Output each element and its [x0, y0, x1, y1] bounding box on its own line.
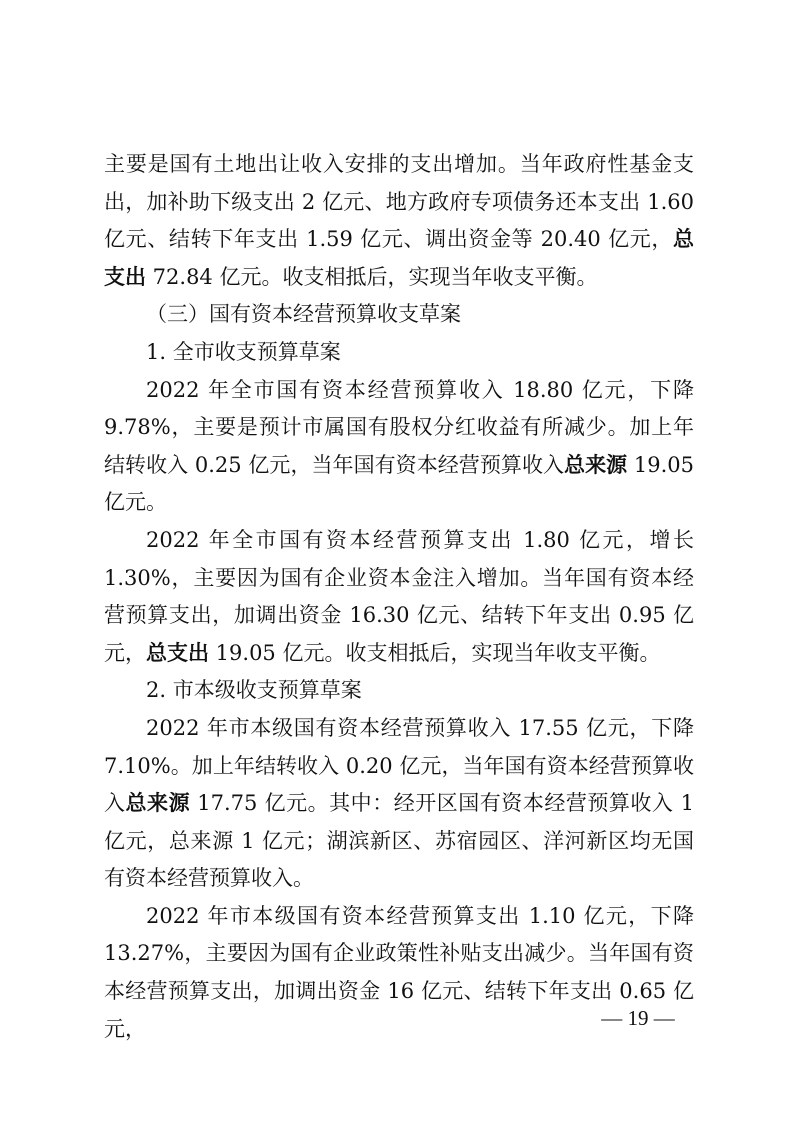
section-heading-state-capital-budget — [104, 296, 694, 334]
paragraph-citywide-revenue — [104, 372, 694, 522]
bold-term-total-source: 总来源 — [564, 452, 628, 477]
text-run: 主要是国有土地出让收入安排的支出增加。当年政府性基金支出，加补助下级支出 2 亿元、地方政府专项债务还本支出 1.60 亿元、结转下年支出 1.59 亿元、调出资金等 20.40 亿元， — [104, 152, 694, 252]
paragraph-municipal-revenue — [104, 710, 694, 898]
text-run: 72.84 亿元。收支相抵后，实现当年收支平衡。 — [146, 264, 598, 289]
bold-term-total-expenditure: 总支出 — [146, 640, 209, 665]
paragraph-general-fund-expenditure — [104, 146, 694, 296]
heading-text: 2. 市本级收支预算草案 — [146, 678, 362, 703]
paragraph-citywide-expenditure — [104, 522, 694, 672]
text-run: 2022 年全市国有资本经营预算支出 1.80 亿元，增长 1.30%，主要因为国有企业资本金注入增加。当年国有资本经营预算支出，加调出资金 16.30 亿元、结转下年支出 0.95 亿元， — [104, 527, 694, 665]
bold-term-total-expenditure: 总支出 — [104, 227, 694, 289]
text-run: 19.05 亿元。收支相抵后，实现当年收支平衡。 — [209, 640, 661, 665]
page-number: — 19 — — [601, 1006, 675, 1030]
heading-text: 1. 全市收支预算草案 — [146, 339, 341, 364]
document-body — [104, 146, 694, 1048]
text-run: 2022 年全市国有资本经营预算收入 18.80 亿元，下降 9.78%，主要是预计市属国有股权分红收益有所减少。加上年结转收入 0.25 亿元，当年国有资本经营预算收入 — [104, 377, 694, 477]
heading-text: （三）国有资本经营预算收支草案 — [146, 302, 461, 327]
text-run: 2022 年市本级国有资本经营预算收入 17.55 亿元，下降 7.10%。加上年结转收入 0.20 亿元，当年国有资本经营预算收入 — [104, 715, 694, 816]
subheading-citywide-budget — [104, 334, 694, 372]
bold-term-total-source: 总来源 — [125, 791, 191, 816]
text-run: 19.05 亿元。 — [104, 452, 695, 515]
subheading-municipal-budget — [104, 672, 694, 710]
text-run: 2022 年市本级国有资本经营预算支出 1.10 亿元，下降 13.27%，主要因为国有企业政策性补贴支出减少。当年国有资本经营预算支出，加调出资金 16 亿元、结转下年支出 0.65 亿元， — [104, 903, 694, 1041]
text-run: 17.75 亿元。其中：经开区国有资本经营预算收入 1 亿元，总来源 1 亿元；湖滨新区、苏宿园区、洋河新区均无国有资本经营预算收入。 — [104, 791, 695, 891]
